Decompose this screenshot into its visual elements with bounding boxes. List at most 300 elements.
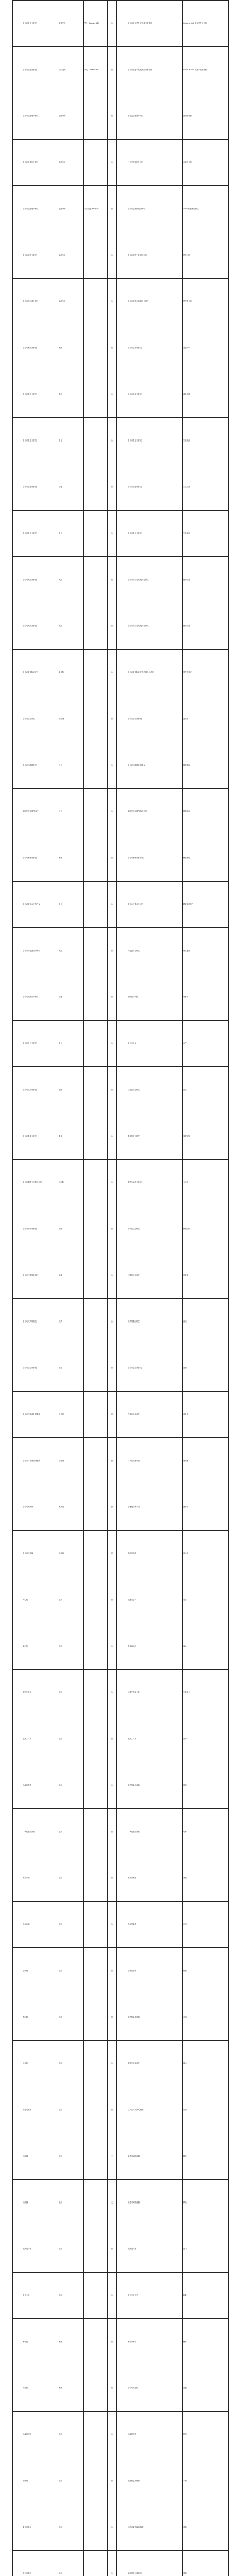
cell-unit: 台 [108,835,117,882]
cell-brand [84,696,108,742]
cell-unit: 台 [108,557,117,603]
cell-brand [84,882,108,928]
cell-brand [84,1067,108,1113]
cell-category: 免疫 [58,557,84,603]
cell-qty [117,1438,127,1484]
cell-category: 血液 [58,1067,84,1113]
cell-brand [84,928,108,974]
cell-name: 移液器 [22,2133,58,2180]
cell-spec: 全自动血培养系统 [127,696,172,742]
cell-note: 过敏原 [183,1252,229,1299]
cell-note: 离心 [183,1577,229,1623]
cell-price [172,1531,183,1577]
cell-spec: 动态血沉分析仪 [127,1067,172,1113]
cell-name: 全自动血沉分析仪 [22,1067,58,1113]
cell-brand [84,974,108,1021]
cell-category: 微生物 [58,650,84,696]
cell-note: 血沉 [183,1067,229,1113]
cell-no [13,974,22,1021]
cell-price [172,1762,183,1809]
cell-no [13,2319,22,2365]
cell-name: 全自动血细胞分析仪 [22,186,58,232]
cell-note: 生物安全 [183,1670,229,1716]
table-row [13,1160,229,1206]
cell-no [13,2504,22,2551]
cell-name: 全自动过敏原检测仪 [22,1252,58,1299]
table-row [13,1299,229,1345]
cell-unit: 台 [108,140,117,186]
table-row [13,2412,229,2458]
cell-price [172,928,183,974]
cell-unit: 台 [108,93,117,140]
cell-brand [84,1670,108,1716]
cell-no [13,650,22,696]
cell-qty [117,1809,127,1855]
cell-price [172,2551,183,2576]
cell-spec: 过敏原检测系统 [127,1252,172,1299]
cell-price [172,1206,183,1252]
cell-no [13,140,22,186]
cell-spec: 医用低温箱 [127,1902,172,1948]
cell-no [13,1902,22,1948]
cell-price [172,789,183,835]
table-row [13,1484,229,1531]
cell-brand [84,2504,108,2551]
cell-unit: 台 [108,1113,117,1160]
cell-category: 免疫 [58,1252,84,1299]
cell-price [172,2133,183,2180]
cell-category: 通用 [58,2273,84,2319]
table-row [13,1762,229,1809]
cell-qty [117,835,127,882]
cell-unit: 台 [108,47,117,93]
cell-qty [117,1716,127,1762]
cell-qty [117,371,127,418]
table-row [13,2226,229,2273]
cell-price [172,232,183,279]
cell-unit: 台 [108,2319,117,2365]
cell-unit: 台 [108,696,117,742]
cell-no [13,1809,22,1855]
cell-category: 微生物 [58,696,84,742]
cell-spec: 电解质分析仪 [127,974,172,1021]
cell-brand [84,2458,108,2504]
cell-category: 通用 [58,1670,84,1716]
cell-category: 生化 [58,418,84,464]
cell-spec: 血气分析仪 [127,1021,172,1067]
cell-name: 全自动流水线 [22,1531,58,1577]
cell-no [13,835,22,882]
cell-no [13,742,22,789]
table-row [13,325,229,371]
cell-name: 全自动生化分析仪 [22,47,58,93]
cell-category: 流水线 [58,1531,84,1577]
cell-note: 移液 [183,2180,229,2226]
cell-qty [117,2412,127,2458]
cell-spec: 全自动生化分析仪 [127,418,172,464]
cell-unit: 台 [108,2226,117,2273]
cell-qty [117,1623,127,1670]
cell-category: 粪便 [58,1113,84,1160]
cell-unit: 台 [108,1855,117,1902]
cell-name: 全自动血型分析仪 [22,1345,58,1392]
cell-brand [84,1206,108,1252]
cell-qty [117,1067,127,1113]
cell-price [172,1484,183,1531]
cell-name: 全自动免疫分析仪 [22,603,58,650]
cell-price [172,1,183,47]
cell-price [172,696,183,742]
table-row [13,279,229,325]
cell-category: 通用 [58,1855,84,1902]
cell-brand [84,1762,108,1809]
cell-category: 酶免 [58,2365,84,2412]
cell-unit: 台 [108,232,117,279]
cell-no [13,325,22,371]
cell-brand [84,1902,108,1948]
cell-unit: 台 [108,2041,117,2087]
cell-unit: 台 [108,928,117,974]
cell-spec: 全自动化学发光免疫分析仪 [127,557,172,603]
cell-no [13,2273,22,2319]
table-row [13,1392,229,1438]
cell-unit: 台 [108,1716,117,1762]
cell-qty [117,2087,127,2133]
cell-qty [117,974,127,1021]
cell-unit: 台 [108,279,117,325]
cell-note: 核酸检测 [183,789,229,835]
table-row [13,1345,229,1392]
cell-spec: 旋涡混匀器 [127,2226,172,2273]
cell-note: 酶标 [183,2319,229,2365]
cell-spec: 样本前处理系统 [127,1438,172,1484]
cell-category: 通用 [58,1809,84,1855]
cell-no [13,2365,22,2412]
cell-qty [117,2226,127,2273]
cell-spec: 二氧化碳培养箱 [127,1809,172,1855]
cell-brand [84,1345,108,1392]
cell-brand [84,1160,108,1206]
cell-note: 冷藏 [183,1855,229,1902]
table-row [13,93,229,140]
cell-unit: 台 [108,1299,117,1345]
cell-note: 洗板 [183,2365,229,2412]
cell-price [172,464,183,511]
cell-brand [84,2273,108,2319]
cell-category: 通用 [58,2551,84,2576]
cell-unit: 台 [108,511,117,557]
cell-category: 通用 [58,1902,84,1948]
cell-brand [84,464,108,511]
cell-unit: 台 [108,2551,117,2576]
cell-qty [117,1484,127,1531]
cell-unit: 台 [108,2504,117,2551]
cell-name: 紫外消毒车 [22,2504,58,2551]
cell-note: 凝血四项 [183,371,229,418]
cell-qty [117,2458,127,2504]
cell-price [172,650,183,696]
cell-note: 流式 [183,1299,229,1345]
cell-qty [117,742,127,789]
cell-category: 前处理 [58,1392,84,1438]
cell-brand [84,1021,108,1067]
cell-price [172,1392,183,1438]
cell-category: 生化 [58,974,84,1021]
cell-no [13,1160,22,1206]
cell-name: 全自动生化分析仪 [22,418,58,464]
cell-qty [117,47,127,93]
cell-category: 生化 [58,511,84,557]
cell-category: 血液分析 [58,93,84,140]
table-row [13,2087,229,2133]
cell-brand [84,2180,108,2226]
table-row [13,1994,229,2041]
cell-name: 全自动凝血分析仪 [22,371,58,418]
cell-name: 恒温培养箱 [22,1762,58,1809]
cell-no [13,2041,22,2087]
cell-note: 洁净 [183,1716,229,1762]
cell-price [172,557,183,603]
cell-price [172,2504,183,2551]
cell-category: 流式 [58,1299,84,1345]
cell-category: 通用 [58,2504,84,2551]
cell-unit: 台 [108,1252,117,1299]
cell-note: 纯水 [183,2041,229,2087]
cell-brand [84,1252,108,1299]
cell-price [172,882,183,928]
cell-no [13,279,22,325]
cell-unit: 台 [108,789,117,835]
cell-note: 移液 [183,2133,229,2180]
table-row [13,1577,229,1623]
cell-name: 全自动酶免分析仪 [22,835,58,882]
table-row [13,696,229,742]
cell-name: 显微镜 [22,1948,58,1994]
cell-no [13,1021,22,1067]
cell-unit: 台 [108,2412,117,2458]
cell-category: 通用 [58,2133,84,2180]
cell-spec: 五分类血细胞分析仪 [127,93,172,140]
cell-qty [117,1855,127,1902]
cell-no [13,696,22,742]
cell-brand [84,279,108,325]
cell-brand [84,2551,108,2576]
cell-spec: 全自动微生物鉴定及药敏分析系统 [127,650,172,696]
cell-price [172,2087,183,2133]
cell-name: 水浴箱 [22,1994,58,2041]
cell-unit: 台 [108,650,117,696]
cell-price [172,974,183,1021]
cell-category: 通用 [58,2412,84,2458]
cell-note: 尿液分析 [183,232,229,279]
cell-qty [117,1902,127,1948]
cell-note: 消毒 [183,2504,229,2551]
cell-no [13,2458,22,2504]
cell-brand [84,1531,108,1577]
cell-brand [84,418,108,464]
cell-unit: 台 [108,1206,117,1252]
cell-brand [84,1438,108,1484]
cell-price [172,1809,183,1855]
cell-no [13,186,22,232]
cell-spec: 循环风空气消毒机 [127,2551,172,2576]
cell-spec: 精子质量分析仪 [127,1206,172,1252]
cell-brand [84,835,108,882]
cell-unit: 台 [108,1670,117,1716]
cell-price [172,835,183,882]
cell-note: 分泌物 [183,1160,229,1206]
cell-category: 酶免 [58,2319,84,2365]
cell-note: 前处理 [183,1392,229,1438]
cell-brand [84,93,108,140]
cell-name: 洗板机 [22,2365,58,2412]
cell-brand [84,2365,108,2412]
cell-brand [84,1392,108,1438]
cell-note: 前处理 [183,1438,229,1484]
cell-unit: 台 [108,1067,117,1113]
cell-qty [117,1,127,47]
cell-spec: 全自动生化分析仪 [127,464,172,511]
table-row [13,557,229,603]
cell-category: 输血 [58,1345,84,1392]
cell-no [13,464,22,511]
cell-note: 血型 [183,1345,229,1392]
cell-spec: 高速离心机 [127,1623,172,1670]
cell-name: 全自动流式细胞仪 [22,1299,58,1345]
cell-no [13,1623,22,1670]
cell-no [13,1438,22,1484]
cell-spec: 样本前处理系统 [127,1392,172,1438]
cell-qty [117,928,127,974]
cell-no [13,1252,22,1299]
cell-brand [84,511,108,557]
cell-category: 通用 [58,2087,84,2133]
cell-spec: 多道可调移液器 [127,2180,172,2226]
cell-brand [84,1577,108,1623]
table-row [13,1623,229,1670]
cell-spec: 全自动核酸提取纯化仪 [127,742,172,789]
cell-no [13,511,22,557]
cell-spec: 全自动血型分析仪 [127,1345,172,1392]
table-row [13,1067,229,1113]
cell-brand [84,1484,108,1531]
cell-name: 高压灭菌器 [22,2087,58,2133]
cell-brand [84,1948,108,1994]
cell-no [13,1392,22,1438]
cell-no [13,789,22,835]
cell-qty [117,186,127,232]
cell-spec: 三分类血细胞分析仪 [127,140,172,186]
cell-unit: 台 [108,1021,117,1067]
cell-qty [117,2180,127,2226]
cell-spec: 全自动尿液有形成分分析仪 [127,279,172,325]
table-row [13,2551,229,2576]
cell-qty [117,1160,127,1206]
table-row [13,464,229,511]
cell-name: 恒温振荡器 [22,2412,58,2458]
cell-unit: 台 [108,2087,117,2133]
cell-price [172,2365,183,2412]
cell-name: 酶标仪 [22,2319,58,2365]
cell-note: 冷冻 [183,1902,229,1948]
cell-name: 全自动生化分析仪 [22,511,58,557]
cell-name: 旋涡混匀器 [22,2226,58,2273]
cell-brand [84,2319,108,2365]
cell-spec: 全自动尿液干化学分析仪 [127,232,172,279]
cell-name: 生物安全柜 [22,1670,58,1716]
cell-note: 尿沉渣分析 [183,279,229,325]
cell-unit: 台 [108,464,117,511]
cell-no [13,1531,22,1577]
cell-name: 全自动血气分析仪 [22,1021,58,1067]
cell-no [13,1994,22,2041]
cell-category: 通用 [58,1994,84,2041]
cell-note: 电解质 [183,974,229,1021]
cell-spec: 立式压力蒸汽灭菌器 [127,2087,172,2133]
cell-qty [117,1670,127,1716]
table-row [13,418,229,464]
cell-no [13,2087,22,2133]
cell-note: 混匀 [183,2226,229,2273]
cell-price [172,140,183,186]
cell-price [172,279,183,325]
table-row [13,1948,229,1994]
cell-category: 凝血 [58,371,84,418]
cell-qty [117,882,127,928]
cell-qty [117,93,127,140]
cell-brand [84,557,108,603]
cell-category: 酶免 [58,835,84,882]
cell-qty [117,2365,127,2412]
cell-name: 全自动尿沉渣分析仪 [22,279,58,325]
cell-spec: 全自动血凝分析仪 [127,325,172,371]
table-row [13,742,229,789]
cell-qty [117,1948,127,1994]
cell-brand [84,1994,108,2041]
cell-no [13,2226,22,2273]
cell-note: 培养 [183,1762,229,1809]
cell-qty [117,2273,127,2319]
table-row [13,974,229,1021]
cell-category: 精液 [58,1206,84,1252]
cell-note: 生化检测 [183,418,229,464]
cell-note: 糖化血红蛋白 [183,882,229,928]
cell-name: 全自动尿液分析仪 [22,232,58,279]
cell-name: 全自动糖化血红蛋白仪 [22,882,58,928]
table-row [13,1670,229,1716]
cell-no [13,93,22,140]
cell-name: 全自动精子分析仪 [22,1206,58,1252]
table-row [13,1021,229,1067]
cell-spec: 流式细胞分析仪 [127,1299,172,1345]
cell-spec: 生化免疫流水线 [127,1484,172,1531]
cell-qty [117,2041,127,2087]
equipment-table [12,0,229,2576]
cell-name: 二氧化碳培养箱 [22,1809,58,1855]
cell-no [13,1299,22,1345]
cell-no [13,1716,22,1762]
cell-no [13,557,22,603]
cell-name: 全自动生化分析仪 [22,464,58,511]
cell-qty [117,1345,127,1392]
cell-price [172,1021,183,1067]
cell-no [13,1067,22,1113]
cell-brand [84,2087,108,2133]
cell-unit: 台 [108,418,117,464]
cell-brand [84,2041,108,2087]
cell-note: Cobas e 601 电化学发光分析 [183,47,229,93]
table-body [13,1,229,2576]
